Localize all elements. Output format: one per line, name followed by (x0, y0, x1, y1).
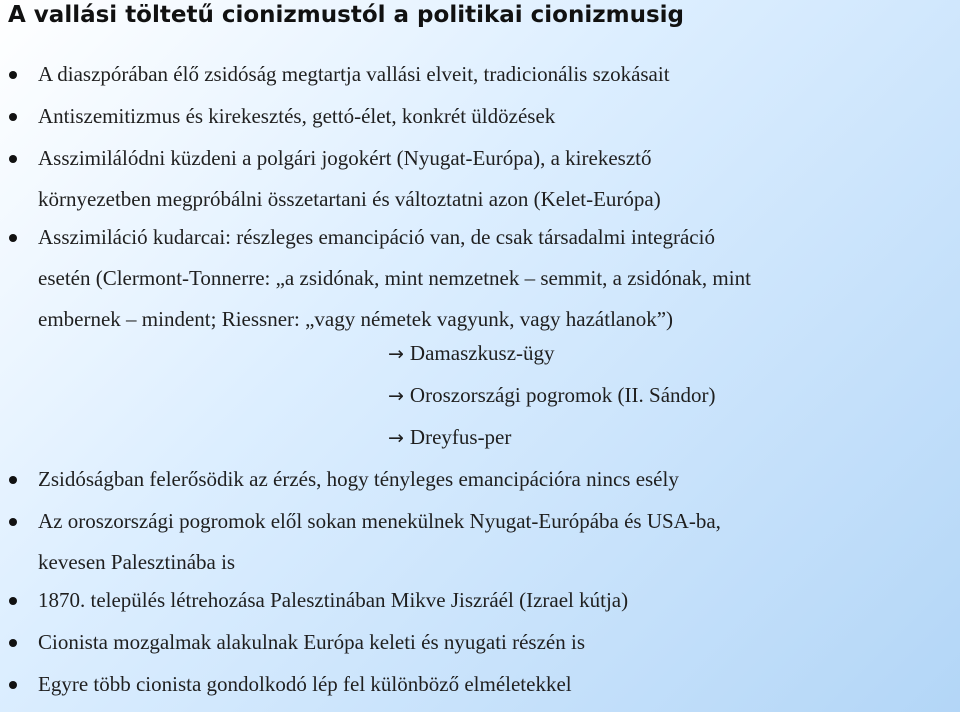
bullet-item (38, 501, 953, 583)
bullet-line: környezetben megpróbálni összetartani és változtatni azon (Kelet-Európa) (38, 187, 661, 211)
arrow-item-text: Oroszországi pogromok (II. Sándor) (409, 383, 716, 407)
bullet-line: kevesen Palesztinába is (38, 550, 236, 574)
bullet-dot (9, 518, 17, 526)
bullet-line: Asszimiláció kudarcai: részleges emancipáció van, de csak társadalmi integráció (38, 225, 715, 249)
arrow-item (388, 333, 555, 375)
bullet-dot (9, 113, 17, 121)
slide-title: A vallási töltetű cionizmustól a politikai cionizmusig (8, 2, 685, 28)
bullet-line: Asszimilálódni küzdeni a polgári jogokért (Nyugat-Európa), a kirekesztő (38, 146, 652, 170)
bullet-dot (9, 639, 17, 647)
bullet-dot (9, 71, 17, 79)
bullet-item (38, 459, 953, 500)
bullet-line: embernek – mindent; Riessner: „vagy németek vagyunk, vagy hazátlanok”) (38, 307, 674, 331)
bullet-item (38, 138, 953, 220)
bullet-item (38, 96, 953, 137)
bullet-line: Egyre több cionista gondolkodó lép fel különböző elméletekkel (38, 672, 572, 696)
bullet-dot (9, 234, 17, 242)
arrow-item-text: Damaszkusz-ügy (409, 341, 555, 365)
bullet-item (38, 580, 953, 621)
arrow-item (388, 417, 511, 459)
bullet-dot (9, 681, 17, 689)
bullet-line: A diaszpórában élő zsidóság megtartja vallási elveit, tradicionális szokásait (38, 62, 670, 86)
bullet-item (38, 622, 953, 663)
bullet-line: Zsidóságban felerősödik az érzés, hogy tényleges emancipációra nincs esély (38, 467, 679, 491)
arrow-item (388, 375, 716, 417)
bullet-item (38, 217, 953, 340)
right-arrow-icon: → (388, 385, 404, 407)
bullet-line: Cionista mozgalmak alakulnak Európa keleti és nyugati részén is (38, 630, 586, 654)
bullet-line: Az oroszországi pogromok elől sokan menekülnek Nyugat-Európába és USA-ba, (38, 509, 721, 533)
bullet-dot (9, 155, 17, 163)
right-arrow-icon: → (388, 343, 404, 365)
bullet-line: 1870. település létrehozása Palesztinában Mikve Jiszráél (Izrael kútja) (38, 588, 629, 612)
bullet-dot (9, 597, 17, 605)
bullet-line: esetén (Clermont-Tonnerre: „a zsidónak, mint nemzetnek – semmit, a zsidónak, mint (38, 266, 751, 290)
right-arrow-icon: → (388, 427, 404, 449)
bullet-line: Antiszemitizmus és kirekesztés, gettó-élet, konkrét üldözések (38, 104, 556, 128)
bullet-item (38, 664, 953, 705)
bullet-item (38, 54, 953, 95)
arrow-item-text: Dreyfus-per (409, 425, 512, 449)
bullet-dot (9, 476, 17, 484)
